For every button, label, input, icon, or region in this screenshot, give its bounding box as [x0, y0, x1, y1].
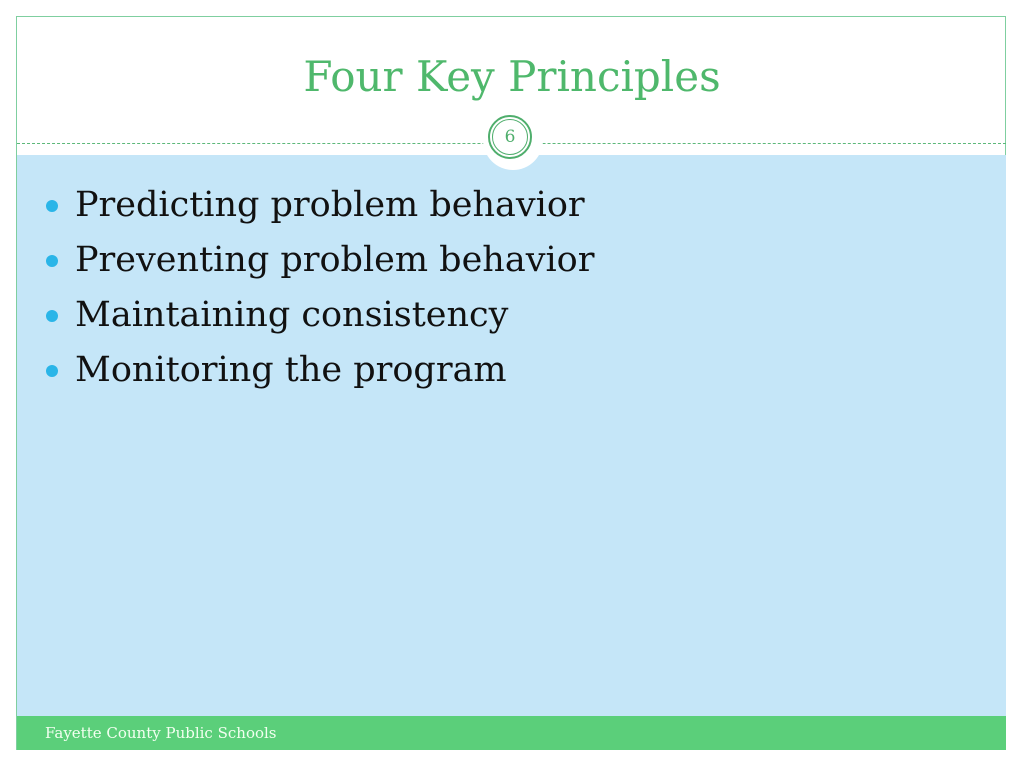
bullet-item: [46, 288, 594, 343]
bullet-icon: [46, 255, 58, 267]
bullet-text: Monitoring the program: [75, 350, 507, 390]
bullet-icon: [46, 365, 58, 377]
bullet-item: [46, 343, 594, 398]
slide-number: 6: [492, 119, 528, 155]
bullet-item: [46, 178, 594, 233]
bullet-text: Preventing problem behavior: [75, 240, 595, 280]
bullet-icon: [46, 310, 58, 322]
footer-bar: [17, 716, 1006, 750]
bullet-list: [46, 178, 594, 398]
bullet-text: Predicting problem behavior: [75, 185, 585, 225]
bullet-icon: [46, 200, 58, 212]
bullet-item: [46, 233, 594, 288]
slide-number-ring: [488, 115, 532, 159]
footer-text: Fayette County Public Schools: [45, 724, 277, 742]
slide-title: Four Key Principles: [303, 52, 721, 101]
bullet-text: Maintaining consistency: [75, 295, 509, 335]
